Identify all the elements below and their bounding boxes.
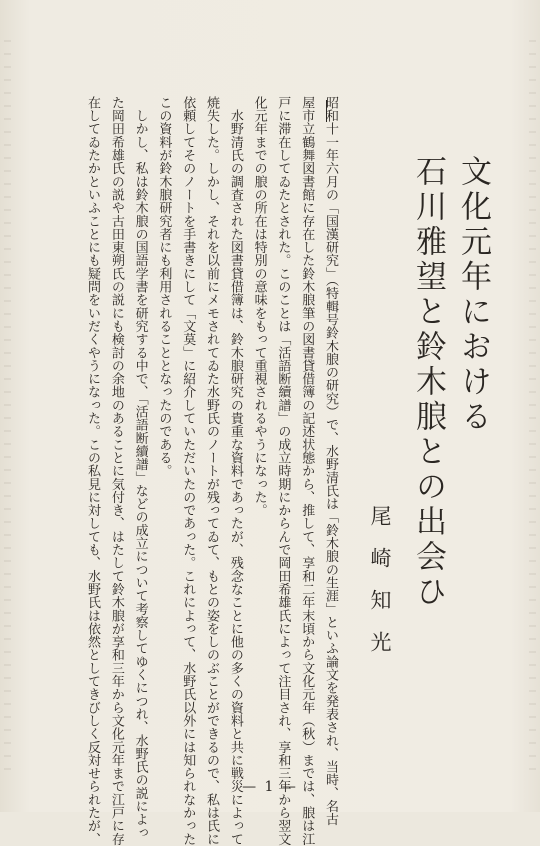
article-title — [405, 155, 495, 665]
body-line: た岡田希雄氏の説や古田東朔氏の説にも検討の余地のあることに気付き、はたして鈴木朖が享和三年から文化元年まで江戸に存 — [108, 96, 124, 846]
body-line: 屋市立鶴舞図書館に存在した鈴木朖筆の図書貸借簿の記述状態から、推して、享和二年末頃から文化元年（秋）までは、朖は江 — [299, 96, 315, 846]
author-name: 尾崎知光 — [368, 505, 392, 673]
bleed-through-left — [4, 40, 11, 780]
body-line: 昭和十一年六月の「国漢研究」（特輯号鈴木朖の研究）で、水野清氏は「鈴木朖の生涯」といふ論文を発表され、当時、名古 — [323, 96, 338, 826]
title-line-1: 文化元年における — [455, 155, 491, 435]
body-line: 水野清氏の調査された図書貸借簿は、鈴木朖研究の貴重な資料であったが、残念なことに他の多くの資料と共に戦災によって — [227, 96, 243, 846]
body-line: 在してゐたかといふことにも疑問をいだくやうになった。この私見に対しても、水野氏は依然としてきびしく反対せられたが、 — [85, 96, 101, 846]
page-number: — 1 — — [242, 779, 298, 795]
body-line: この資料が鈴木朖研究者にも利用されることとなったのである。 — [156, 96, 172, 478]
body-line: しかし、私は鈴木朖の国語学書を研究する中で、「活語断續譜」などの成立について考察してゆくにつれ、水野氏の説によっ — [132, 96, 148, 840]
body-line: 化元年までの朖の所在は特別の意味をもって重視されるやうになった。 — [251, 96, 267, 517]
body-text — [80, 96, 342, 846]
body-line: 依頼してそのノートを手書きにして「文莫」に紹介していただいたのであった。これによって、水野氏以外には知られなかった — [180, 96, 196, 846]
section-number-text — [0, 0, 1, 1]
title-line-2: 石川雅望と鈴木朖との出会ひ — [410, 155, 446, 610]
bleed-through-right — [529, 40, 536, 780]
body-line: 焼失した。しかし、それを以前にメモされてゐた水野氏のノートが残ってゐて、もとの姿をしのぶことができるので、私は氏に — [204, 96, 220, 846]
body-line: 戸に滞在してゐたとされた。このことは「活語断續譜」の成立時期にからんで岡田希雄氏によって注目され、享和三年から翌文 — [275, 96, 291, 846]
